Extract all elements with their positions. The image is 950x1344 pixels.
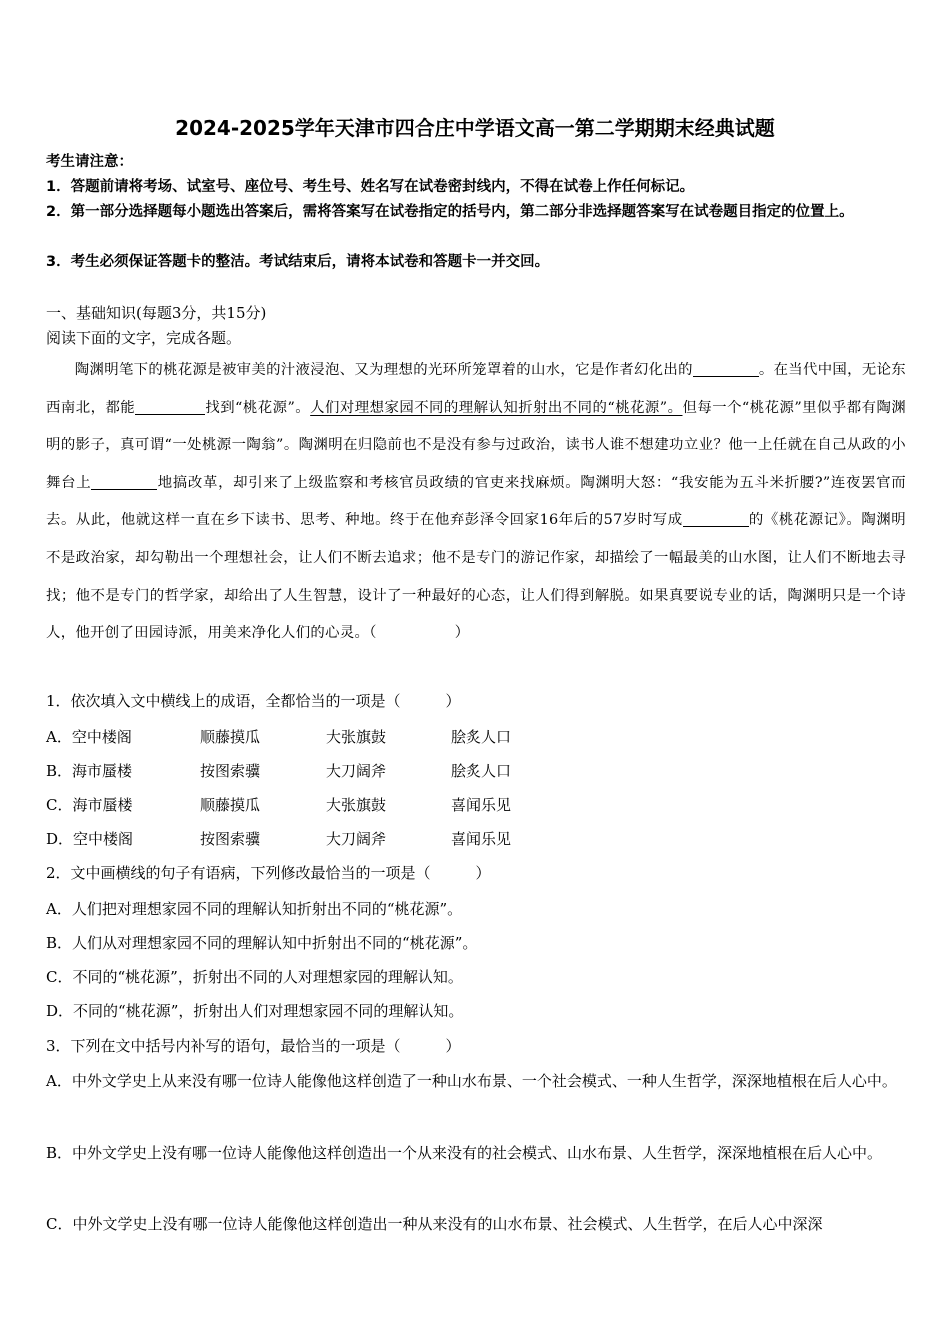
question-1-stem: 1．依次填入文中横线上的成语，全都恰当的一项是（ ） [46,692,461,710]
question-2-stem: 2．文中画横线的句子有语病，下列修改最恰当的一项是（ ） [46,864,491,882]
option-word: 喜闻乐见 [451,796,512,814]
q2-option-a: A．人们把对理想家园不同的理解认知折射出不同的“桃花源”。 [46,900,463,918]
section-instruction: 阅读下面的文字，完成各题。 [46,329,242,347]
passage-text: ） [454,625,470,642]
option-label: B．海市蜃楼 [46,762,133,780]
option-word: 大张旗鼓 [326,796,387,814]
q2-option-c: C．不同的“桃花源”，折射出不同的人对理想家园的理解认知。 [46,968,463,986]
q3-option-a: A．中外文学史上从来没有哪一位诗人能像他这样创造了一种山水布景、一个社会模式、一种人生哲学，深深地植根在后人心中。 [46,1072,897,1090]
notice-item-3: 3．考生必须保证答题卡的整洁。考试结束后，请将本试卷和答题卡一并交回。 [46,254,550,270]
blank-1 [693,362,759,377]
question-3-stem: 3．下列在文中括号内补写的语句，最恰当的一项是（ ） [46,1037,461,1055]
option-label: C．海市蜃楼 [46,796,133,814]
underlined-sentence: 人们对理想家园不同的理解认知折射出不同的“桃花源”。 [310,399,683,416]
passage-text: 。在当代中国，无论东西南北，都能 [46,362,906,416]
blank-4 [683,512,749,527]
option-word: 大张旗鼓 [326,728,387,746]
option-word: 脍炙人口 [451,728,512,746]
notice-item-1: 1．答题前请将考场、试室号、座位号、考生号、姓名写在试卷密封线内，不得在试卷上作任何标记。 [46,179,695,195]
option-word: 按图索骥 [200,830,261,848]
option-label: D．空中楼阁 [46,830,134,848]
passage-text: 陶渊明笔下的桃花源是被审美的汁液浸泡、又为理想的光环所笼罩着的山水，它是作者幻化出的 [74,362,693,378]
notice-item-2: 2．第一部分选择题每小题选出答案后，需将答案写在试卷指定的括号内，第二部分非选择题答案写在试卷题目指定的位置上。 [46,204,854,220]
q3-option-b: B．中外文学史上没有哪一位诗人能像他这样创造出一个从来没有的社会模式、山水布景、人生哲学，深深地植根在后人心中。 [46,1144,883,1162]
blank-3 [91,474,157,489]
option-label: A．空中楼阁 [46,728,132,746]
option-word: 喜闻乐见 [451,830,512,848]
option-word: 顺藤摸瓜 [200,728,261,746]
passage-text: 地搞改革，却引来了上级监察和考核官员政绩的官吏来找麻烦。陶渊明大怒：“我安能为五斗米折腰?”连夜罢官而去。从此，他就这样一直在乡下读书、思考、种地。终于在他弃彭泽令回家16年后的57岁时写成 [46,474,907,529]
page-title: 2024-2025学年天津市四合庄中学语文高一第二学期期末经典试题 [175,116,775,140]
option-word: 脍炙人口 [451,762,512,780]
reading-passage [46,352,906,653]
q2-option-d: D．不同的“桃花源”，折射出人们对理想家园不同的理解认知。 [46,1002,464,1020]
option-word: 按图索骥 [200,762,261,780]
passage-text: 的《桃花源记》。陶渊明不是政治家，却勾勒出一个理想社会，让人们不断去追求；他不是专门的游记作家，却描绘了一幅最美的山水图，让人们不断地去寻找；他不是专门的哲学家，却给出了人生智慧，设计了一种最好的心态，让人们得到解脱。如果真要说专业的话，陶渊明只是一个诗人，他开创了田园诗派，用美来净化人们的心灵。（ [46,512,906,642]
q3-option-c: C．中外文学史上没有哪一位诗人能像他这样创造出一种从来没有的山水布景、社会模式、人生哲学，在后人心中深深 [46,1215,823,1233]
passage-text: 找到“桃花源”。 [205,399,311,416]
passage-text: 但每一个“桃花源”里似乎都有陶渊明的影子，真可谓“一处桃源一陶翁”。陶渊明在归隐前也不是没有参与过政治，读书人谁不想建功立业？他一上任就在自己从政的小舞台上 [46,399,907,491]
section-heading: 一、基础知识(每题3分，共15分) [46,304,267,322]
option-word: 大刀阔斧 [326,830,387,848]
option-word: 大刀阔斧 [326,762,387,780]
option-word: 顺藤摸瓜 [200,796,261,814]
blank-2 [135,399,205,414]
q2-option-b: B．人们从对理想家园不同的理解认知中折射出不同的“桃花源”。 [46,934,478,952]
notice-heading: 考生请注意： [46,154,133,170]
